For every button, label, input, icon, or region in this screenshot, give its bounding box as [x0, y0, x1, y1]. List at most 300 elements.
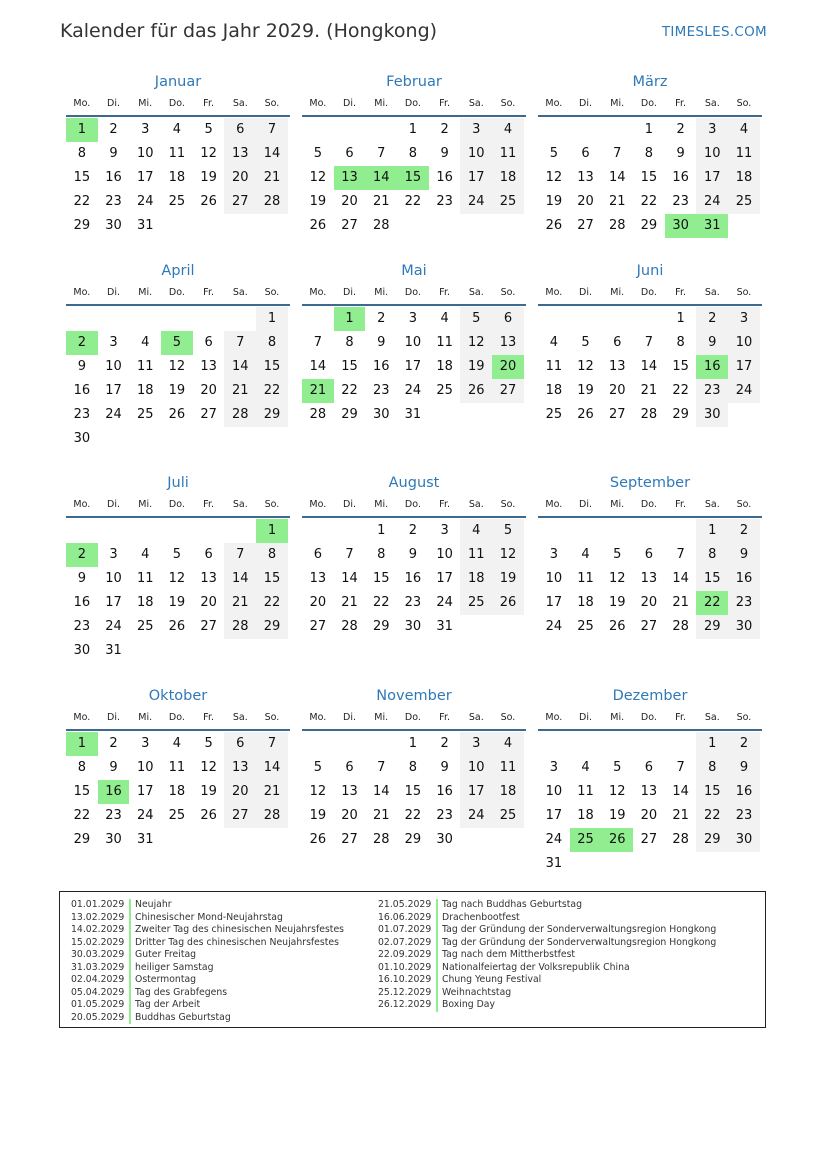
day-cell: 19	[168, 595, 186, 610]
weekday-label: Mo.	[309, 499, 327, 510]
weekday-label: Fr.	[439, 287, 450, 298]
month-block	[538, 685, 762, 876]
empty-cell	[633, 307, 665, 331]
weekday-label: Mi.	[374, 499, 389, 510]
holiday-name: Tag der Gründung der Sonderverwaltungsregion Hongkong	[442, 924, 717, 935]
day-cell: 26	[545, 218, 563, 233]
day-cell: 24	[728, 379, 760, 403]
day-cell: 11	[545, 359, 563, 374]
weekday-label: Do.	[640, 712, 657, 723]
day-cell: 27	[224, 804, 256, 828]
day-cell: 28	[309, 407, 327, 422]
month-block	[302, 71, 526, 238]
weekday-label: Fr.	[203, 287, 214, 298]
holiday-name: Nationalfeiertag der Volksrepublik China	[442, 961, 630, 973]
weekday-label: Fr.	[675, 712, 686, 723]
day-cell: 28	[640, 407, 658, 422]
month-block	[66, 472, 290, 663]
day-cell: 4	[460, 519, 492, 543]
weekday-label: Mo.	[73, 287, 91, 298]
day-cell: 3	[696, 118, 728, 142]
day-cell: 25	[136, 619, 154, 634]
day-cell: 14	[672, 571, 689, 586]
month-block	[302, 685, 526, 852]
day-cell: 6	[345, 146, 354, 161]
day-cell: 21	[372, 808, 390, 823]
day-cell: 23	[404, 595, 422, 610]
day-cell: 29	[696, 615, 728, 639]
month-name: Mai	[401, 263, 427, 279]
holiday-date: 20.05.2029	[71, 1012, 131, 1025]
weekday-header	[302, 494, 526, 518]
day-cell: 28	[256, 804, 288, 828]
day-cell: 31	[136, 218, 154, 233]
day-cell: 7	[313, 335, 322, 350]
day-cell: 10	[460, 142, 492, 166]
day-cell: 9	[728, 756, 760, 780]
day-cell: 12	[460, 331, 492, 355]
day-cell: 4	[581, 547, 590, 562]
weekday-label: Mi.	[610, 712, 625, 723]
day-cell: 6	[204, 547, 213, 562]
day-cell: 19	[577, 383, 594, 398]
empty-cell	[601, 732, 633, 756]
month-block	[302, 260, 526, 427]
holiday-date: 26.12.2029	[378, 999, 438, 1012]
day-cell: 18	[492, 780, 524, 804]
day-cell: 17	[545, 595, 563, 610]
day-cell: 10	[728, 331, 760, 355]
day-cell: 27	[200, 619, 217, 634]
day-cell: 5	[549, 146, 558, 161]
day-cell: 5	[204, 736, 213, 751]
day-cell: 17	[105, 383, 122, 398]
day-cell: 23	[372, 383, 390, 398]
day-cell: 1	[696, 519, 728, 543]
holiday-name: Tag der Gründung der Sonderverwaltungsregion Hongkong	[442, 936, 717, 948]
day-cell: 4	[728, 118, 760, 142]
day-cell: 13	[492, 331, 524, 355]
day-cell: 8	[696, 756, 728, 780]
day-cell: 7	[256, 118, 288, 142]
month-name: Juni	[636, 263, 664, 279]
day-cell: 4	[581, 760, 590, 775]
month-block	[538, 71, 762, 238]
month-name: Februar	[386, 74, 442, 90]
weekday-label: Sa.	[468, 287, 484, 298]
day-cell: 3	[109, 547, 118, 562]
empty-cell	[193, 307, 225, 331]
day-cell: 24	[696, 190, 728, 214]
day-cell: 24	[460, 190, 492, 214]
weekday-header	[538, 282, 762, 306]
day-cell: 22	[404, 194, 422, 209]
day-cell: 11	[168, 760, 186, 775]
empty-cell	[224, 307, 256, 331]
holiday-name: Tag nach dem Mittherbstfest	[442, 949, 576, 960]
month-name: Juli	[167, 475, 189, 491]
day-cell: 8	[696, 543, 728, 567]
day-cell: 11	[136, 359, 154, 374]
weekday-label: Sa.	[704, 287, 720, 298]
legend-row	[378, 937, 716, 950]
holiday-legend	[59, 891, 766, 1028]
day-cell: 7	[377, 760, 386, 775]
month-name: August	[388, 475, 440, 491]
brand-link[interactable]: TIMESLES.COM	[661, 24, 767, 40]
day-cell: 1	[66, 118, 98, 142]
weekday-label: Di.	[107, 712, 121, 723]
weekday-header	[302, 282, 526, 306]
day-cell: 6	[581, 146, 590, 161]
weekday-label: Sa.	[704, 499, 720, 510]
day-cell: 20	[341, 194, 358, 209]
day-cell: 17	[460, 166, 492, 190]
day-cell: 2	[696, 307, 728, 331]
day-cell: 13	[309, 571, 327, 586]
day-cell: 6	[224, 732, 256, 756]
day-cell: 18	[168, 170, 186, 185]
day-cell: 5	[172, 547, 182, 562]
legend-row	[71, 974, 344, 987]
day-cell: 16	[436, 784, 453, 799]
day-cell: 25	[570, 828, 602, 852]
holiday-name: Drachenbootfest	[442, 911, 520, 923]
day-cell: 16	[372, 359, 390, 374]
day-cell: 17	[696, 166, 728, 190]
weekday-label: Di.	[107, 287, 121, 298]
day-cell: 28	[608, 218, 626, 233]
weekday-label: Fr.	[439, 98, 450, 109]
day-cell: 11	[136, 571, 154, 586]
weekday-label: Mi.	[138, 98, 153, 109]
weekday-label: Sa.	[468, 499, 484, 510]
holiday-date: 22.09.2029	[378, 949, 438, 962]
day-cell: 8	[256, 331, 288, 355]
legend-row	[71, 1012, 344, 1025]
day-cell: 14	[309, 359, 327, 374]
day-cell: 28	[672, 832, 689, 847]
day-cell: 6	[345, 760, 354, 775]
weekday-label: Mo.	[73, 98, 91, 109]
day-cell: 20	[577, 194, 594, 209]
weekday-header	[302, 93, 526, 117]
day-cell: 18	[168, 784, 186, 799]
empty-cell	[302, 519, 334, 543]
day-cell: 18	[436, 359, 453, 374]
legend-row	[378, 962, 716, 975]
month-block	[538, 260, 762, 427]
day-cell: 7	[377, 146, 386, 161]
empty-cell	[570, 519, 602, 543]
day-cell: 3	[460, 732, 492, 756]
day-cell: 15	[672, 359, 689, 374]
day-cell: 7	[676, 760, 685, 775]
weekday-label: Mi.	[138, 712, 153, 723]
day-cell: 17	[105, 595, 122, 610]
day-cell: 21	[302, 379, 334, 403]
weekday-label: Sa.	[468, 712, 484, 723]
day-cell: 11	[577, 571, 594, 586]
days-grid	[302, 732, 526, 852]
day-cell: 30	[372, 407, 390, 422]
day-cell: 7	[224, 331, 256, 355]
weekday-label: Mi.	[374, 712, 389, 723]
month-name: Januar	[154, 74, 202, 90]
day-cell: 17	[436, 571, 453, 586]
day-cell: 5	[492, 519, 524, 543]
day-cell: 13	[334, 166, 366, 190]
day-cell: 8	[77, 146, 86, 161]
weekday-label: Mi.	[610, 98, 625, 109]
holiday-name: Zweiter Tag des chinesischen Neujahrsfestes	[135, 924, 345, 935]
day-cell: 14	[372, 784, 390, 799]
day-cell: 1	[377, 523, 386, 538]
day-cell: 19	[200, 784, 217, 799]
month-name: Dezember	[612, 688, 688, 704]
empty-cell	[538, 307, 570, 331]
day-cell: 3	[549, 547, 558, 562]
day-cell: 4	[141, 335, 150, 350]
weekday-label: Mi.	[374, 98, 389, 109]
day-cell: 1	[676, 311, 685, 326]
empty-cell	[365, 732, 397, 756]
weekday-label: Sa.	[232, 499, 248, 510]
weekday-header	[66, 93, 290, 117]
day-cell: 3	[141, 736, 150, 751]
weekday-label: Fr.	[439, 499, 450, 510]
holiday-date: 02.04.2029	[71, 974, 131, 987]
weekday-label: Do.	[404, 712, 421, 723]
weekday-label: Di.	[107, 499, 121, 510]
day-cell: 13	[577, 170, 594, 185]
legend-row	[378, 912, 716, 925]
empty-cell	[633, 519, 665, 543]
weekday-label: Di.	[343, 712, 357, 723]
day-cell: 22	[73, 194, 91, 209]
legend-row	[378, 999, 716, 1012]
holiday-name: Boxing Day	[442, 999, 495, 1010]
day-cell: 12	[309, 784, 327, 799]
holiday-name: Ostermontag	[135, 974, 197, 985]
weekday-label: Sa.	[232, 287, 248, 298]
day-cell: 9	[77, 571, 86, 586]
day-cell: 29	[640, 218, 658, 233]
weekday-label: Mi.	[610, 287, 625, 298]
day-cell: 12	[608, 571, 626, 586]
empty-cell	[193, 519, 225, 543]
day-cell: 16	[696, 355, 728, 379]
days-grid	[538, 519, 762, 639]
day-cell: 25	[492, 804, 524, 828]
day-cell: 22	[256, 379, 288, 403]
empty-cell	[570, 732, 602, 756]
day-cell: 11	[728, 142, 760, 166]
day-cell: 20	[200, 383, 217, 398]
day-cell: 1	[256, 307, 288, 331]
empty-cell	[129, 307, 161, 331]
day-cell: 16	[98, 780, 130, 804]
day-cell: 23	[105, 808, 122, 823]
holiday-name: Weihnachtstag	[442, 986, 512, 998]
weekday-label: Do.	[404, 98, 421, 109]
day-cell: 28	[372, 218, 390, 233]
day-cell: 19	[309, 808, 327, 823]
day-cell: 14	[365, 166, 397, 190]
weekday-label: Mo.	[545, 98, 563, 109]
day-cell: 27	[200, 407, 217, 422]
holiday-date: 30.03.2029	[71, 949, 131, 962]
day-cell: 26	[309, 218, 327, 233]
weekday-label: So.	[264, 499, 280, 510]
empty-cell	[570, 307, 602, 331]
day-cell: 22	[404, 808, 422, 823]
day-cell: 10	[545, 784, 563, 799]
weekday-label: Fr.	[203, 712, 214, 723]
day-cell: 2	[440, 736, 449, 751]
month-block	[302, 472, 526, 639]
day-cell: 19	[309, 194, 327, 209]
day-cell: 22	[341, 383, 358, 398]
weekday-label: Sa.	[704, 712, 720, 723]
day-cell: 9	[728, 543, 760, 567]
day-cell: 25	[492, 190, 524, 214]
empty-cell	[98, 307, 130, 331]
day-cell: 2	[728, 519, 760, 543]
day-cell: 13	[224, 142, 256, 166]
day-cell: 27	[608, 407, 626, 422]
day-cell: 26	[492, 591, 524, 615]
weekday-label: Do.	[168, 98, 185, 109]
day-cell: 18	[492, 166, 524, 190]
empty-cell	[570, 118, 602, 142]
day-cell: 6	[224, 118, 256, 142]
weekday-label: Mo.	[309, 98, 327, 109]
weekday-label: Di.	[579, 287, 593, 298]
weekday-label: Fr.	[675, 287, 686, 298]
day-cell: 30	[105, 832, 122, 847]
day-cell: 22	[372, 595, 390, 610]
day-cell: 13	[608, 359, 626, 374]
legend-row	[378, 987, 716, 1000]
day-cell: 15	[404, 784, 422, 799]
day-cell: 1	[256, 519, 288, 543]
day-cell: 23	[672, 194, 689, 209]
weekday-label: Sa.	[468, 98, 484, 109]
day-cell: 19	[492, 567, 524, 591]
day-cell: 3	[440, 523, 449, 538]
holiday-name: Tag nach Buddhas Geburtstag	[442, 899, 582, 910]
day-cell: 29	[672, 407, 689, 422]
day-cell: 13	[200, 359, 217, 374]
day-cell: 23	[105, 194, 122, 209]
weekday-label: Sa.	[232, 98, 248, 109]
day-cell: 23	[728, 804, 760, 828]
day-cell: 15	[640, 170, 658, 185]
weekday-label: Di.	[107, 98, 121, 109]
day-cell: 2	[377, 311, 386, 326]
legend-row	[71, 912, 344, 925]
day-cell: 26	[168, 619, 186, 634]
day-cell: 10	[696, 142, 728, 166]
holiday-date: 01.07.2029	[378, 924, 438, 937]
day-cell: 1	[696, 732, 728, 756]
day-cell: 10	[105, 571, 122, 586]
day-cell: 4	[172, 122, 182, 137]
day-cell: 2	[728, 732, 760, 756]
weekday-label: So.	[264, 287, 280, 298]
day-cell: 12	[545, 170, 563, 185]
day-cell: 26	[460, 379, 492, 403]
day-cell: 23	[728, 591, 760, 615]
day-cell: 14	[224, 567, 256, 591]
day-cell: 23	[436, 808, 453, 823]
day-cell: 23	[73, 407, 91, 422]
days-grid	[302, 118, 526, 238]
holiday-date: 01.10.2029	[378, 962, 438, 975]
day-cell: 13	[640, 784, 658, 799]
weekday-label: Mo.	[545, 712, 563, 723]
day-cell: 12	[168, 571, 186, 586]
day-cell: 8	[77, 760, 86, 775]
day-cell: 11	[436, 335, 453, 350]
day-cell: 20	[200, 595, 217, 610]
day-cell: 22	[696, 804, 728, 828]
weekday-header	[302, 707, 526, 731]
day-cell: 19	[460, 355, 492, 379]
days-grid	[66, 307, 290, 451]
weekday-label: Mo.	[73, 499, 91, 510]
day-cell: 12	[309, 170, 327, 185]
day-cell: 20	[608, 383, 626, 398]
day-cell: 16	[672, 170, 689, 185]
day-cell: 24	[545, 619, 563, 634]
empty-cell	[98, 519, 130, 543]
empty-cell	[302, 307, 334, 331]
weekday-label: So.	[500, 287, 516, 298]
day-cell: 18	[577, 595, 594, 610]
weekday-label: Do.	[640, 98, 657, 109]
day-cell: 28	[341, 619, 358, 634]
weekday-label: Fr.	[675, 98, 686, 109]
day-cell: 10	[436, 547, 453, 562]
days-grid	[66, 519, 290, 663]
day-cell: 4	[492, 118, 524, 142]
empty-cell	[665, 519, 697, 543]
day-cell: 12	[200, 760, 217, 775]
day-cell: 12	[492, 543, 524, 567]
day-cell: 7	[224, 543, 256, 567]
holiday-date: 14.02.2029	[71, 924, 131, 937]
weekday-header	[538, 494, 762, 518]
day-cell: 25	[136, 407, 154, 422]
holiday-name: Guter Freitag	[135, 949, 197, 960]
day-cell: 9	[377, 335, 386, 350]
day-cell: 21	[341, 595, 358, 610]
page-title: Kalender für das Jahr 2029. (Hongkong)	[60, 20, 438, 42]
day-cell: 3	[460, 118, 492, 142]
day-cell: 21	[256, 166, 288, 190]
holiday-date: 05.04.2029	[71, 987, 131, 1000]
day-cell: 24	[404, 383, 422, 398]
day-cell: 13	[224, 756, 256, 780]
day-cell: 27	[224, 190, 256, 214]
weekday-label: Fr.	[203, 98, 214, 109]
holiday-name: Neujahr	[135, 899, 172, 910]
weekday-header	[538, 93, 762, 117]
day-cell: 21	[672, 808, 689, 823]
empty-cell	[66, 307, 98, 331]
